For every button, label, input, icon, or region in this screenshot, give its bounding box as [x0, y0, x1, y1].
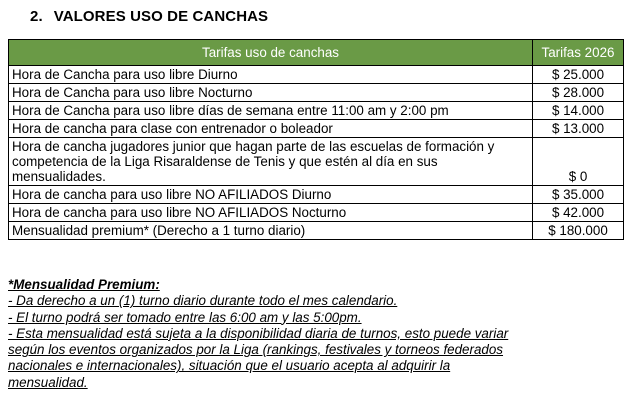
notes-line: mensualidad.	[8, 374, 88, 390]
notes-line: - Esta mensualidad está sujeta a la disponibilidad diaria de turnos, esto puede variar	[8, 325, 509, 341]
notes-line: nacionales e internacionales), situación que el usuario acepta al adquirir la	[8, 358, 451, 374]
row-description: Hora de cancha para uso libre NO AFILIADOS Diurno	[9, 186, 533, 204]
row-price: $ 25.000	[533, 66, 624, 84]
table-row	[9, 102, 624, 120]
row-description: Hora de Cancha para uso libre días de semana entre 11:00 am y 2:00 pm	[9, 102, 533, 120]
row-description: Hora de Cancha para uso libre Diurno	[9, 66, 533, 84]
section-heading	[30, 8, 268, 25]
row-price: $ 180.000	[533, 222, 624, 240]
notes-line: - El turno podrá ser tomado entre las 6:00 am y las 5:00pm.	[8, 309, 362, 325]
row-price: $ 13.000	[533, 120, 624, 138]
row-price: $ 35.000	[533, 186, 624, 204]
table-row	[9, 186, 624, 204]
section-title: VALORES USO DE CANCHAS	[53, 8, 269, 25]
notes-line: - Da derecho a un (1) turno diario durante todo el mes calendario.	[8, 293, 398, 309]
table-row	[9, 222, 624, 240]
row-description: Hora de Cancha para uso libre Nocturno	[9, 84, 533, 102]
table-row	[9, 84, 624, 102]
premium-notes	[8, 277, 628, 391]
row-description: Mensualidad premium* (Derecho a 1 turno diario)	[9, 222, 533, 240]
table-row	[9, 120, 624, 138]
row-description: Hora de cancha para clase con entrenador o boleador	[9, 120, 533, 138]
row-description: Hora de cancha jugadores junior que hagan parte de las escuelas de formación y competencia de la Liga Risaraldense de Tenis y que estén al día en sus mensualidades.	[9, 138, 533, 186]
notes-title: *Mensualidad Premium:	[8, 277, 160, 292]
row-price: $ 42.000	[533, 204, 624, 222]
table-row	[9, 138, 624, 186]
header-price: Tarifas 2026	[533, 40, 624, 66]
header-description: Tarifas uso de canchas	[9, 40, 533, 66]
notes-line: según los eventos organizados por la Liga (rankings, festivales y torneos federados	[8, 342, 504, 358]
row-price: $ 28.000	[533, 84, 624, 102]
row-price: $ 14.000	[533, 102, 624, 120]
table-header-row	[9, 40, 624, 66]
table-row	[9, 66, 624, 84]
tariffs-table	[8, 39, 624, 240]
table-row	[9, 204, 624, 222]
row-description: Hora de cancha para uso libre NO AFILIADOS Nocturno	[9, 204, 533, 222]
row-price: $ 0	[533, 138, 624, 186]
section-number: 2.	[30, 8, 43, 25]
